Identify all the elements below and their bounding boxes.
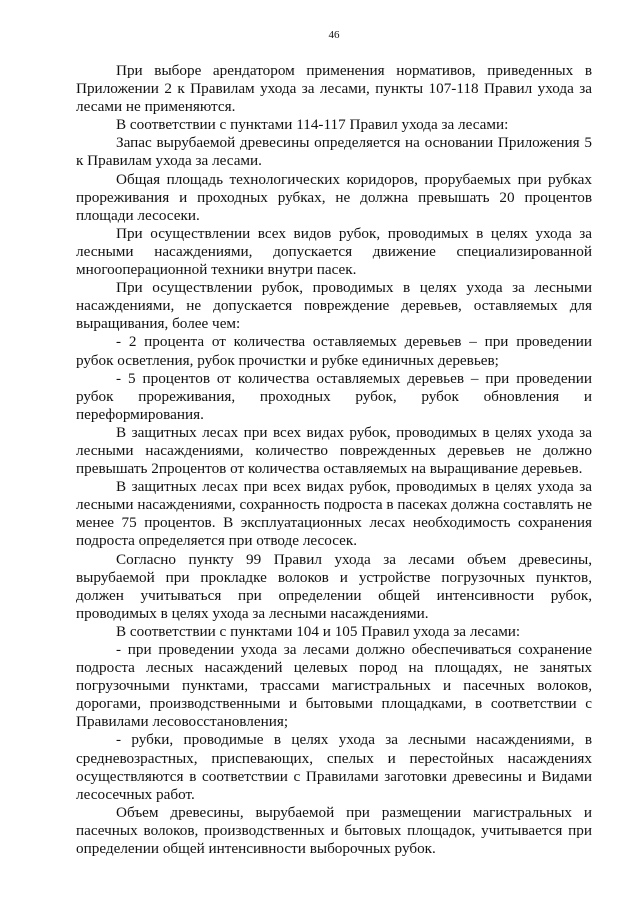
paragraph: Объем древесины, вырубаемой при размещении магистральных и пасечных волоков, производственных и бытовых площадок, учитывается при определении общей интенсивности выборочных рубок. xyxy=(76,803,592,858)
paragraph: В соответствии с пунктами 104 и 105 Правил ухода за лесами: xyxy=(116,622,521,640)
list-item: - рубки, проводимые в целях ухода за лесными насаждениями, в средневозрастных, приспевающих, спелых и перестойных насаждениях осуществляются в соответствии с Правилами заготовки древесины и Видами лесосечных работ. xyxy=(76,731,592,803)
paragraph: При осуществлении рубок, проводимых в целях ухода за лесными насаждениями, не допускается повреждение деревьев, оставляемых для выращивания, более чем: xyxy=(76,279,592,333)
paragraph: В защитных лесах при всех видах рубок, проводимых в целях ухода за лесными насаждениями, сохранность подроста в пасеках должна составлять не менее 75 процентов. В эксплуатационных лесах необходимость сохранения подроста определяется при отводе лесосек. xyxy=(76,478,592,550)
paragraph: В соответствии с пунктами 114-117 Правил ухода за лесами: xyxy=(116,116,509,134)
paragraph: При осуществлении всех видов рубок, проводимых в целях ухода за лесными насаждениями, допускается движение специализированной многооперационной техники внутри пасек. xyxy=(76,224,592,279)
paragraph: Согласно пункту 99 Правил ухода за лесами объем древесины, вырубаемой при прокладке волоков и устройстве погрузочных пунктов, должен учитываться при определении общей интенсивности рубок, проводимых в целях ухода за лесными насаждениями. xyxy=(76,550,592,622)
paragraph: При выборе арендатором применения нормативов, приведенных в Приложении 2 к Правилам ухода за лесами, пункты 107-118 Правил ухода за лесами не применяются. xyxy=(76,62,592,116)
list-item: - 5 процентов от количества оставляемых деревьев – при проведении рубок прореживания, проходных рубок, рубок обновления и переформирования. xyxy=(76,369,592,423)
paragraph: В защитных лесах при всех видах рубок, проводимых в целях ухода за лесными насаждениями, количество поврежденных деревьев не должно превышать 2процентов от количества оставляемых на выращивание деревьев. xyxy=(76,423,592,478)
document-body xyxy=(76,62,592,858)
paragraph: Запас вырубаемой древесины определяется на основании Приложения 5 к Правилам ухода за лесами. xyxy=(76,134,592,170)
document-page xyxy=(76,28,592,858)
list-item: - 2 процента от количества оставляемых деревьев – при проведении рубок осветления, рубок прочистки и рубке единичных деревьев; xyxy=(76,333,592,369)
list-item: - при проведении ухода за лесами должно обеспечиваться сохранение подроста лесных насаждений целевых пород на площадях, не занятых погрузочными пунктами, трассами магистральных и пасечных волоков, дорогами, производственными и бытовыми площадками, в соответствии с Правилами лесовосстановления; xyxy=(76,641,592,731)
paragraph: Общая площадь технологических коридоров, прорубаемых при рубках прореживания и проходных рубках, не должна превышать 20 процентов площади лесосеки. xyxy=(76,170,592,224)
page-number: 46 xyxy=(328,29,340,41)
